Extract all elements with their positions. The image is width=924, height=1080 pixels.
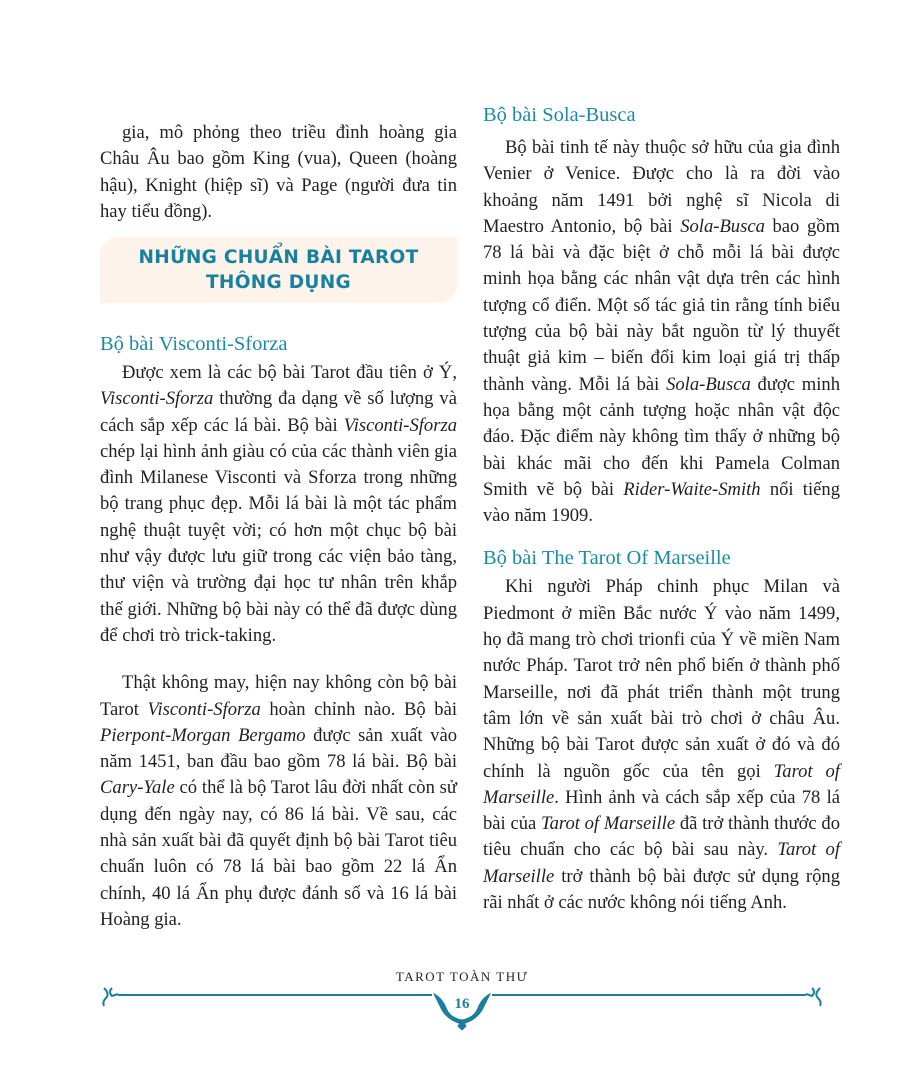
italic-title: Sola-Busca (680, 215, 765, 237)
italic-title: Cary-Yale (100, 777, 175, 799)
text-run: Thật không may, hiện nay không còn bộ bài Tarot (100, 672, 457, 720)
page-number: 16 (454, 996, 470, 1012)
text-run: được minh họa bằng một cảnh tượng hoặc nhân vật độc đáo. Đặc điểm này không tìm thấy ở những bộ bài khác mãi cho đến khi Pamela Colman Smith vẽ bộ bài (483, 373, 840, 500)
text-run: chép lại hình ảnh giàu có của các thành viên gia đình Milanese Visconti và Sforza trong những bộ trang phục đẹp. Mỗi lá bài là một tác phẩm nghệ thuật tuyệt vời; có hơn một chục bộ bài như vậy được lưu giữ trong các viện bảo tàng, thư viện và trường đại học tư nhân trên khắp thế giới. Những bộ bài này có thể đã được dùng để chơi trò trick-taking. (100, 440, 457, 646)
text-run: Bộ bài tinh tế này thuộc sở hữu của gia đình Venier ở Venice. Được cho là ra đời vào khoảng năm 1491 bởi nghệ sĩ Nicola di Maestro Antonio, bộ bài (483, 137, 840, 237)
text-run: nổi tiếng vào năm 1909. (483, 478, 840, 527)
paragraph (483, 135, 840, 529)
italic-title: Sola-Busca (666, 373, 751, 395)
paragraph (100, 670, 457, 933)
italic-title: Visconti-Sforza (343, 414, 457, 436)
left-column (100, 333, 457, 933)
text-run: thường đa dạng về số lượng và cách sắp xếp các lá bài. Bộ bài (100, 388, 457, 436)
text-run: có thể là bộ Tarot lâu đời nhất còn sử dụng đến ngày nay, có 86 lá bài. Về sau, các nhà sản xuất bài đã quyết định bộ bài Tarot tiêu chuẩn luôn có 78 lá bài bao gồm 22 lá Ẩn chính, 40 lá Ẩn phụ được đánh số và 16 lá bài Hoàng gia. (100, 777, 457, 930)
heading-visconti-sforza: Bộ bài Visconti-Sforza (100, 333, 288, 355)
paragraph (100, 360, 457, 649)
text-run: Khi người Pháp chinh phục Milan và Piedmont ở miền Bắc nước Ý vào năm 1499, họ đã mang trò chơi trionfi của Ý về miền Nam nước Pháp. Tarot trở nên phổ biến ở thành phố Marseille, nơi đã phát triển thành một trung tâm lớn về sản xuất bài trò chơi ở châu Âu. Những bộ bài Tarot được sản xuất ở đó và đó chính là nguồn gốc của tên gọi (483, 576, 840, 782)
text-run: bao gồm 78 lá bài và đặc biệt ở chỗ mỗi lá bài được minh họa bằng các nhân vật dựa trên các hình tượng cổ điển. Một số tác giả tin rằng tính biểu tượng của bộ bài này bắt nguồn từ lý thuyết thuật giả kim – biến đổi kim loại giá trị thấp thành vàng. Mỗi lá bài (483, 215, 841, 395)
italic-title: Tarot of Marseille (483, 760, 840, 808)
section-title-box (100, 237, 457, 303)
section-title: NHỮNG CHUẨN BÀI TAROT THÔNG DỤNG (138, 247, 419, 293)
text-run: trở thành bộ bài được sử dụng rộng rãi nhất ở các nước không nói tiếng Anh. (483, 865, 840, 914)
italic-title: Visconti-Sforza (100, 388, 214, 410)
italic-title: Visconti-Sforza (147, 698, 261, 720)
left-column-top (100, 120, 457, 225)
heading-marseille: Bộ bài The Tarot Of Marseille (483, 547, 731, 570)
paragraph (483, 574, 840, 916)
intro-paragraph: gia, mô phỏng theo triều đình hoàng gia Châu Âu bao gồm King (vua), Queen (hoàng hậu), Knight (hiệp sĩ) và Page (người đưa tin hay tiểu đồng). (100, 122, 457, 222)
text-run: hoàn chỉnh nào. Bộ bài (260, 698, 457, 720)
text-run: . Hình ảnh và cách sắp xếp của 78 lá bài của (483, 786, 840, 835)
text-run: Được xem là các bộ bài Tarot đầu tiên ở Ý, (122, 362, 457, 383)
italic-title: Pierpont-Morgan Bergamo (100, 724, 306, 746)
italic-title: Tarot of Marseille (483, 839, 840, 887)
italic-title: Rider-Waite-Smith (623, 478, 761, 500)
text-run: đã trở thành thước đo tiêu chuẩn cho các bộ bài sau này. (483, 813, 840, 861)
right-column (483, 104, 840, 916)
italic-title: Tarot of Marseille (540, 813, 676, 835)
heading-sola-busca: Bộ bài Sola-Busca (483, 104, 636, 126)
running-footer-title: TAROT TOÀN THƯ (395, 969, 529, 984)
text-run: được sản xuất vào năm 1451, ban đầu bao gồm 78 lá bài. Bộ bài (100, 724, 457, 773)
